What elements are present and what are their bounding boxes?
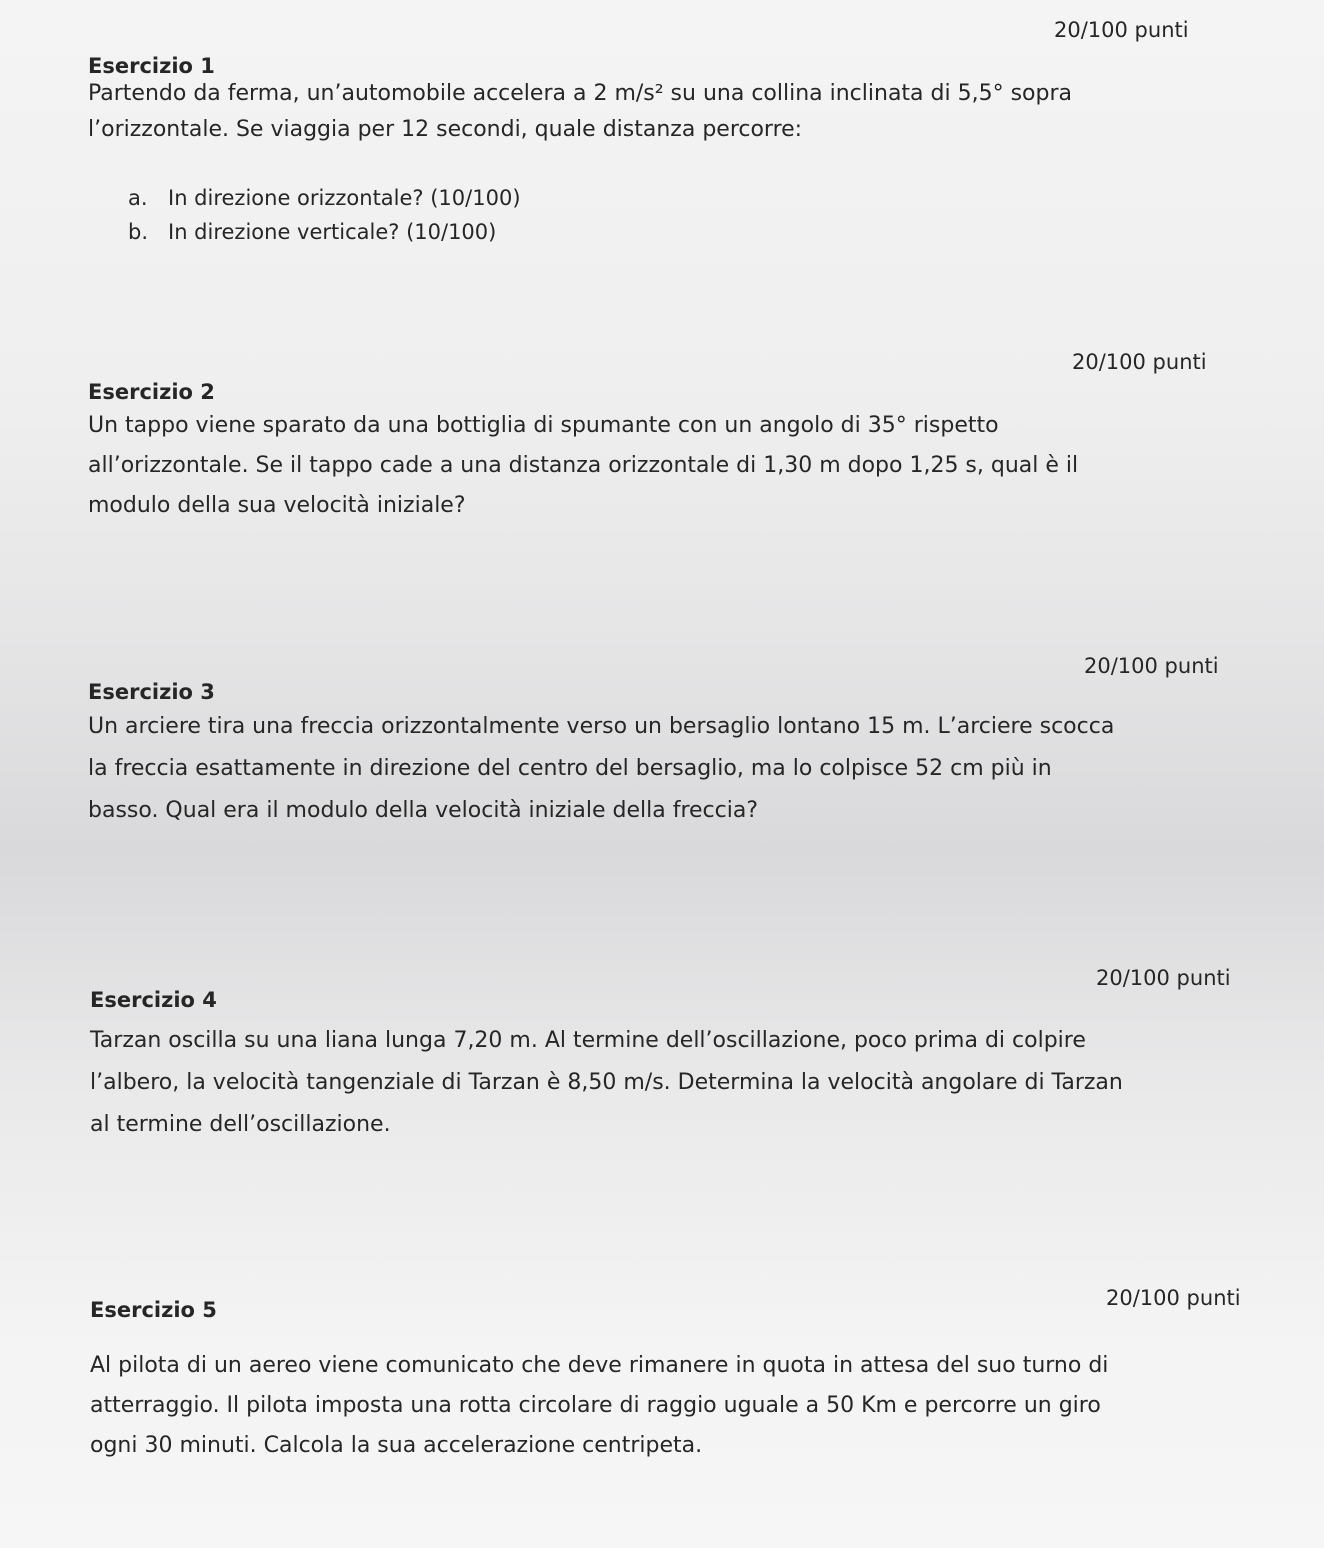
exercise-text <box>88 406 1258 526</box>
exercise-points: 20/100 punti <box>1054 18 1189 42</box>
subquestion-text: In direzione orizzontale? (10/100) <box>168 186 521 210</box>
exercise-title: Esercizio 3 <box>88 680 215 704</box>
exercise-points: 20/100 punti <box>1084 654 1219 678</box>
text-line: ogni 30 minuti. Calcola la sua accelerazione centripeta. <box>90 1433 703 1458</box>
text-line: l’albero, la velocità tangenziale di Tarzan è 8,50 m/s. Determina la velocità angolare di Tarzan <box>90 1070 1123 1095</box>
text-line: all’orizzontale. Se il tappo cade a una distanza orizzontale di 1,30 m dopo 1,25 s, qual è il <box>88 453 1079 478</box>
exercise-text <box>90 1346 1260 1466</box>
exercise-text <box>88 706 1258 832</box>
text-line: la freccia esattamente in direzione del centro del bersaglio, ma lo colpisce 52 cm più in <box>88 756 1052 781</box>
subquestion-text: In direzione verticale? (10/100) <box>168 220 497 244</box>
text-line: atterraggio. Il pilota imposta una rotta circolare di raggio uguale a 50 Km e percorre un giro <box>90 1393 1101 1418</box>
text-line: Partendo da ferma, un’automobile accelera a 2 m/s² su una collina inclinata di 5,5° sopra <box>88 81 1072 106</box>
text-line: basso. Qual era il modulo della velocità iniziale della freccia? <box>88 798 759 823</box>
exercise-points: 20/100 punti <box>1106 1286 1241 1310</box>
subquestion-letter: b. <box>128 220 149 244</box>
exercise-title: Esercizio 4 <box>90 988 217 1012</box>
text-line: modulo della sua velocità iniziale? <box>88 493 466 518</box>
text-line: Un arciere tira una freccia orizzontalmente verso un bersaglio lontano 15 m. L’arciere scocca <box>88 714 1115 739</box>
subquestion-a <box>128 186 521 210</box>
exercise-text <box>88 76 1258 148</box>
subquestion-b <box>128 220 496 244</box>
text-line: Tarzan oscilla su una liana lunga 7,20 m. Al termine dell’oscillazione, poco prima di colpire <box>90 1028 1086 1053</box>
exercise-text <box>90 1020 1260 1146</box>
exercise-title: Esercizio 5 <box>90 1298 217 1322</box>
text-line: Al pilota di un aereo viene comunicato che deve rimanere in quota in attesa del suo turno di <box>90 1353 1109 1378</box>
exercise-title: Esercizio 1 <box>88 54 215 78</box>
text-line: l’orizzontale. Se viaggia per 12 secondi, quale distanza percorre: <box>88 117 803 142</box>
exercise-title: Esercizio 2 <box>88 380 215 404</box>
subquestion-letter: a. <box>128 186 148 210</box>
exercise-points: 20/100 punti <box>1096 966 1231 990</box>
text-line: Un tappo viene sparato da una bottiglia di spumante con un angolo di 35° rispetto <box>88 413 999 438</box>
exercise-points: 20/100 punti <box>1072 350 1207 374</box>
text-line: al termine dell’oscillazione. <box>90 1112 391 1137</box>
